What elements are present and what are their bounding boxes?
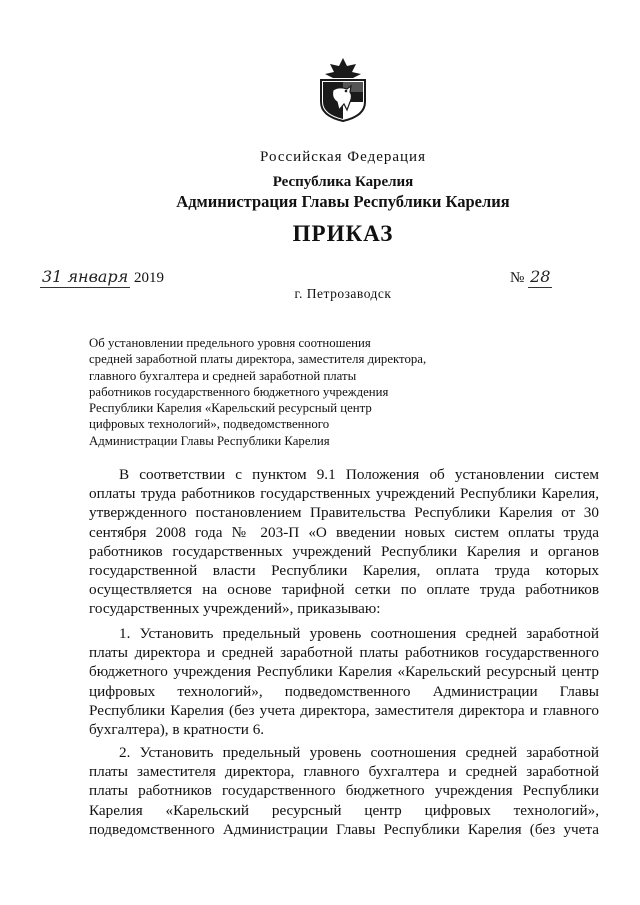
preamble-paragraph — [89, 465, 599, 619]
document-number — [510, 267, 552, 288]
coat-of-arms-emblem — [317, 56, 369, 122]
text-line: государственных учреждений», приказываю: — [89, 600, 381, 618]
subject-line: работников государственного бюджетного учреждения — [89, 384, 389, 399]
subject-line: Об установлении предельного уровня соотношения — [89, 336, 371, 350]
text-line: подведомственного Администрации Главы Республики Карелия (без учета — [89, 820, 599, 838]
republic-line: Республика Карелия — [272, 174, 414, 190]
text-line: осуществляется на основе тарифной сетки по оплате труда работников — [89, 581, 599, 599]
text-line: сентября 2008 года № 203-П «О введении новых систем оплаты труда — [89, 523, 599, 541]
administration-line: Администрация Главы Республики Карелия — [176, 192, 510, 211]
text-line: платы директора и средней заработной платы работников государственного — [89, 644, 599, 662]
subject-line: главного бухгалтера и средней заработной платы — [89, 368, 357, 383]
text-line: платы работников государственного бюджетного учреждения Республики — [89, 782, 599, 800]
subject-line: цифровых технологий», подведомственного — [89, 417, 330, 432]
text-line: оплаты труда работников государственных учреждений Республики Карелия, — [89, 485, 599, 503]
handwritten-date: 31 января — [42, 267, 129, 286]
subject-line: средней заработной платы директора, заместителя директора, — [89, 352, 427, 367]
text-line: утвержденного постановлением Правительства Республики Карелия от 30 — [89, 504, 599, 522]
handwritten-number: 28 — [530, 267, 551, 286]
text-line: бюджетного учреждения Республики Карелия «Карельский ресурсный центр — [89, 663, 599, 681]
text-line: цифровых технологий», подведомственного Администрации Главы — [89, 682, 599, 700]
text-line: 2. Установить предельный уровень соотношения средней заработной — [119, 744, 599, 761]
text-line: Республики Карелия (без учета директора, заместителя директора и главного — [89, 701, 599, 719]
text-line: Карелия «Карельский ресурсный центр цифровых технологий», — [89, 801, 599, 819]
number-label: № — [510, 270, 525, 286]
text-line: В соответствии с пунктом 9.1 Положения об установлении систем — [119, 466, 599, 483]
date-year: 2019 — [134, 270, 165, 286]
federation-line: Российская Федерация — [260, 149, 426, 165]
item-1-paragraph — [89, 624, 599, 739]
text-line: работников государственных учреждений Республики Карелия и органов — [89, 542, 599, 560]
document-subject — [89, 335, 449, 449]
text-line: 1. Установить предельный уровень соотношения средней заработной — [119, 625, 599, 642]
city-line: г. Петрозаводск — [294, 286, 392, 301]
subject-line: Администрации Главы Республики Карелия — [89, 433, 330, 448]
text-line: государственной власти Республики Карелия, оплата труда которых — [89, 562, 599, 580]
item-2-paragraph — [89, 743, 599, 839]
subject-line: Республики Карелия «Карельский ресурсный центр — [89, 401, 372, 416]
text-line: платы заместителя директора, главного бухгалтера и средней заработной — [89, 763, 599, 781]
document-type-title: ПРИКАЗ — [292, 221, 394, 246]
document-date — [40, 267, 164, 288]
text-line: бухгалтера), в кратности 6. — [89, 721, 265, 739]
